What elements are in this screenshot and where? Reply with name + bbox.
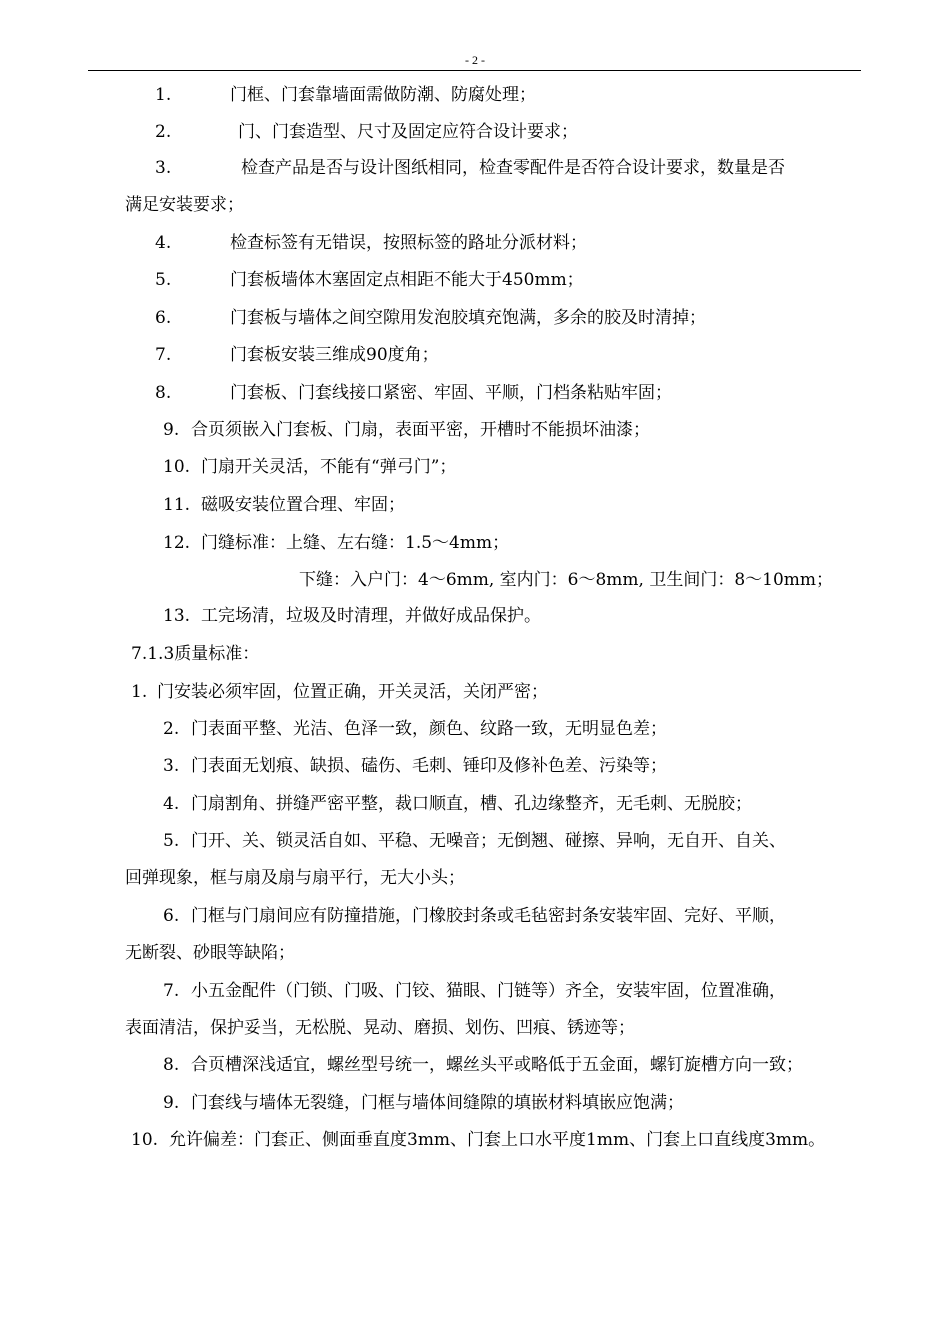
quality-item-9: [163, 1092, 684, 1114]
section-heading: 7.1.3质量标准：: [131, 644, 260, 664]
install-item-8: [155, 382, 672, 404]
item-number: 6.: [163, 906, 180, 926]
install-item-2: [155, 121, 578, 143]
item-text: 检查标签有无错误，按照标签的路址分派材料；: [230, 233, 587, 253]
install-item-5: [155, 269, 584, 291]
item-number: 1.: [131, 682, 148, 702]
item-text: 门框、门套靠墙面需做防潮、防腐处理；: [230, 85, 536, 105]
install-item-3-cont: 满足安装要求；: [125, 195, 244, 215]
quality-item-10: [131, 1129, 825, 1151]
item-number: 8.: [163, 1055, 180, 1075]
item-number: 3.: [155, 158, 172, 178]
item-number: 9.: [163, 1093, 180, 1113]
item-number: 1.: [155, 85, 172, 105]
install-item-3: [155, 157, 785, 179]
quality-item-2: [163, 718, 667, 740]
install-item-6: [155, 307, 706, 329]
item-number: 8.: [155, 383, 172, 403]
quality-item-8: [163, 1054, 803, 1076]
item-text: 合页槽深浅适宜，螺丝型号统一，螺丝头平或略低于五金面，螺钉旋槽方向一致；: [191, 1055, 803, 1075]
item-number: 2.: [163, 719, 180, 739]
quality-item-7: [163, 980, 786, 1002]
item-text: 小五金配件（门锁、门吸、门铰、猫眼、门链等）齐全，安装牢固，位置准确，: [191, 981, 786, 1001]
item-text: 门缝标准：上缝、左右缝：1.5～4mm；: [201, 533, 510, 553]
item-number: 5.: [163, 831, 180, 851]
quality-item-4: [163, 793, 752, 815]
item-text: 合页须嵌入门套板、门扇，表面平密，开槽时不能损坏油漆；: [191, 420, 650, 440]
item-number: 12.: [163, 533, 191, 553]
quality-item-6: [163, 905, 786, 927]
item-number: 5.: [155, 270, 172, 290]
item-text: 门表面平整、光洁、色泽一致，颜色、纹路一致，无明显色差；: [191, 719, 667, 739]
item-text: 门、门套造型、尺寸及固定应符合设计要求；: [238, 122, 578, 142]
item-text: 允许偏差：门套正、侧面垂直度3mm、门套上口水平度1mm、门套上口直线度3mm。: [169, 1130, 826, 1150]
item-text: 门安装必须牢固，位置正确，开关灵活，关闭严密；: [157, 682, 548, 702]
item-number: 3.: [163, 756, 180, 776]
item-number: 7.: [155, 345, 172, 365]
install-item-12: [163, 532, 509, 554]
install-item-1: [155, 84, 536, 106]
install-item-12-cont: 下缝：入户门：4～6mm, 室内门：6～8mm, 卫生间门：8～10mm；: [299, 570, 834, 590]
page-number: - 2 -: [465, 53, 485, 67]
item-text: 磁吸安装位置合理、牢固；: [201, 495, 405, 515]
item-number: 10.: [131, 1130, 159, 1150]
install-item-10: [163, 456, 456, 478]
item-text: 门框与门扇间应有防撞措施，门橡胶封条或毛毡密封条安装牢固、完好、平顺，: [191, 906, 786, 926]
item-text: 门扇开关灵活，不能有“弹弓门”；: [201, 457, 457, 477]
item-text: 门套板与墙体之间空隙用发泡胶填充饱满，多余的胶及时清掉；: [230, 308, 706, 328]
item-text: 工完场清，垃圾及时清理，并做好成品保护。: [201, 606, 541, 626]
item-number: 2.: [155, 122, 172, 142]
install-item-13: [163, 605, 541, 627]
item-text: 门套板、门套线接口紧密、牢固、平顺，门档条粘贴牢固；: [230, 383, 672, 403]
item-text: 门套板墙体木塞固定点相距不能大于450mm；: [230, 270, 584, 290]
item-text: 检查产品是否与设计图纸相同，检查零配件是否符合设计要求，数量是否: [241, 158, 785, 178]
item-number: 10.: [163, 457, 191, 477]
item-number: 9.: [163, 420, 180, 440]
install-item-9: [163, 419, 650, 441]
quality-item-5-cont: 回弹现象，框与扇及扇与扇平行，无大小头；: [125, 868, 465, 888]
item-text: 门套板安装三维成90度角；: [230, 345, 439, 365]
install-item-7: [155, 344, 439, 366]
item-text: 门表面无划痕、缺损、磕伤、毛刺、锤印及修补色差、污染等；: [191, 756, 667, 776]
item-number: 6.: [155, 308, 172, 328]
item-text: 门扇割角、拼缝严密平整，裁口顺直，槽、孔边缘整齐，无毛刺、无脱胶；: [191, 794, 752, 814]
quality-item-3: [163, 755, 667, 777]
item-number: 4.: [155, 233, 172, 253]
item-text: 门套线与墙体无裂缝，门框与墙体间缝隙的填嵌材料填嵌应饱满；: [191, 1093, 684, 1113]
item-text: 门开、关、锁灵活自如、平稳、无噪音；无倒翘、碰擦、异响，无自开、自关、: [191, 831, 786, 851]
quality-item-1: [131, 681, 548, 703]
quality-item-7-cont: 表面清洁，保护妥当，无松脱、晃动、磨损、划伤、凹痕、锈迹等；: [125, 1018, 635, 1038]
item-number: 13.: [163, 606, 191, 626]
quality-item-6-cont: 无断裂、砂眼等缺陷；: [125, 943, 295, 963]
item-number: 7.: [163, 981, 180, 1001]
item-number: 4.: [163, 794, 180, 814]
install-item-4: [155, 232, 587, 254]
quality-item-5: [163, 830, 786, 852]
header-rule: [88, 70, 861, 71]
install-item-11: [163, 494, 405, 516]
item-number: 11.: [163, 495, 191, 515]
